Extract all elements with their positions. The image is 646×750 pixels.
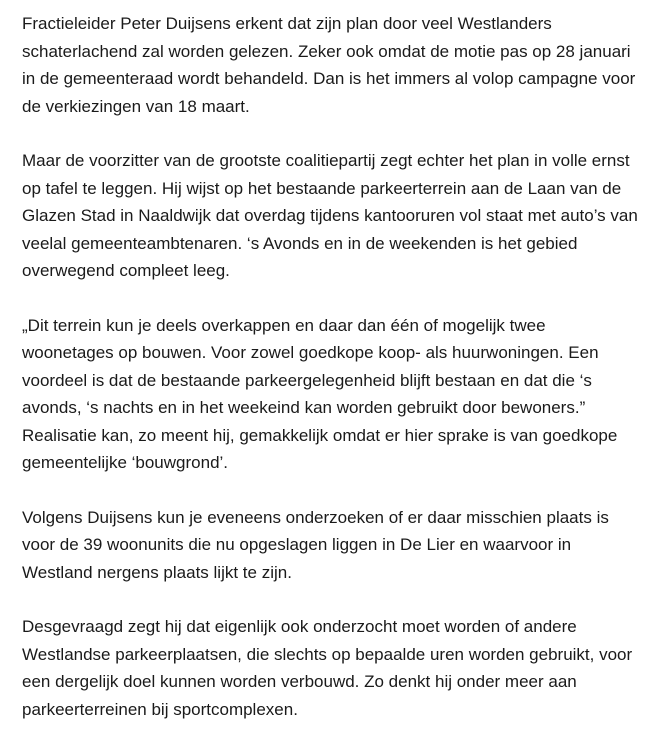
article-paragraph-1: Fractieleider Peter Duijsens erkent dat zijn plan door veel Westlanders schaterlachend zal worden gelezen. Zeker ook omdat de motie pas op 28 januari in de gemeenteraad wordt behandeld. Dan is het immers al volop campagne voor de verkiezingen van 18 maart. bbox=[22, 14, 636, 116]
article-paragraph-2: Maar de voorzitter van de grootste coalitiepartij zegt echter het plan in volle ernst op tafel te leggen. Hij wijst op het bestaande parkeerterrein aan de Laan van de Glazen Stad in Naaldwijk dat overdag tijdens kantooruren vol staat met auto’s van veelal gemeenteambtenaren. ‘s Avonds en in de weekenden is het gebied overwegend compleet leeg. bbox=[22, 151, 638, 280]
article-paragraph-4: Volgens Duijsens kun je eveneens onderzoeken of er daar misschien plaats is voor de 39 woonunits die nu opgeslagen liggen in De Lier en waarvoor in Westland nergens plaats lijkt te zijn. bbox=[22, 507, 609, 582]
article-body bbox=[22, 10, 638, 750]
article-paragraph-5: Desgevraagd zegt hij dat eigenlijk ook onderzocht moet worden of andere Westlandse parkeerplaatsen, die slechts op bepaalde uren worden gebruikt, voor een dergelijk doel kunnen worden verbouwd. Zo denkt hij onder meer aan parkeerterreinen bij sportcomplexen. bbox=[22, 617, 633, 719]
article-paragraph-3: „Dit terrein kun je deels overkappen en daar dan één of mogelijk twee woonetages op bouwen. Voor zowel goedkope koop- als huurwoningen. Een voordeel is dat de bestaande parkeergelegenheid blijft bestaan en dat die ‘s avonds, ‘s nachts en in het weekeind kan worden gebruikt door bewoners.” Realisatie kan, zo meent hij, gemakkelijk omdat er hier sprake is van goedkope gemeentelijke ‘bouwgrond’. bbox=[22, 315, 618, 472]
